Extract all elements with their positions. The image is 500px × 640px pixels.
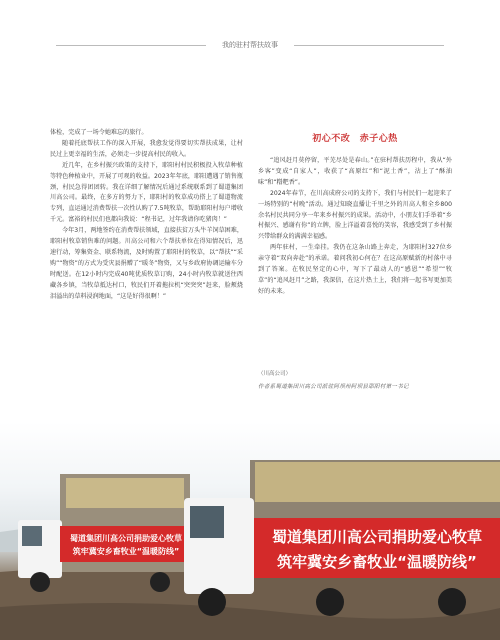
paragraph: 近几年，在乡村振兴政策的支持下，耶阳村村民积极投入牧草种植等特色种植业中，开展了可观的收益。2023年年底，耶阳遭遇了销售瓶颈，村民急得团团转。我在详细了解情况后通过系统联系到了蜀道集团川高公司。最终，在多方的努力下，耶阳村的牧草成功搭上了蜀道物流专列，直运通过消费帮扶一次性认购了7.5吨牧草，帮助耶阳村每户增收千元。富裕的村民们也都向我说：“程书记，过年我请你吃猪肉！” bbox=[50, 161, 243, 224]
hay-bales bbox=[255, 462, 500, 502]
paragraph: 体检，完成了一场令她难忘的旅行。 bbox=[50, 129, 148, 136]
header-rule-left bbox=[56, 45, 206, 46]
paragraph: “追风赶月莫停留，平芜尽处是春山。”在驻村帮扶历程中，我从“外乡客”变成“自家人”，收获了“高原红”和“泥土香”，沾上了“酥油味”和“糌粑香”。 bbox=[258, 157, 452, 186]
author-note: 作者系蜀道集团川高公司派驻阿坝州阿坝县耶阳村第一书记 bbox=[258, 384, 409, 390]
wheel bbox=[438, 588, 466, 616]
source-note: （川高公司） bbox=[258, 371, 292, 377]
truck-window bbox=[190, 506, 224, 538]
small-banner bbox=[60, 526, 192, 562]
paragraph: 两年驻村，一生牵挂。我仍在这条山路上奔走，为耶阳村327位乡亲守着“双向奔赴”的承诺。着问我初心何在？在这高原赋新的村落中寻到了答案。在牧民坚定的心中，写下了最动人的“感恩”“希望”“牧草”的“追风赶月”之路，我深信，在这片热土上，我们将一起书写更加美好的未来。 bbox=[258, 244, 452, 295]
hay-bales bbox=[66, 478, 184, 508]
paragraph: 2024年春节，在川高成府公司的支持下，我们与村民们一起迎来了一场特别的“村晚”活动。通过知晓直播让千里之外的川高人和全乡800余名村民共同分享一年来乡村振兴的成果。活动中，小朋友们手举着“乡村振兴、感谢有你”的立牌，脸上洋溢着喜悦的笑容，我感受到了乡村振兴带给群众的满满幸福感。 bbox=[258, 189, 452, 241]
wheel bbox=[150, 572, 170, 592]
paragraph: 随着托底帮扶工作的深入开展，我愈发觉得要切实帮扶成果，让村民过上更幸福的生活，必须走一步提高村民的收入。 bbox=[50, 139, 243, 158]
wheel bbox=[316, 588, 344, 616]
small-banner-line2: 筑牢冀安乡畜牧业“温暖防线” bbox=[72, 547, 180, 556]
banner-line2: 筑牢冀安乡畜牧业“温暖防线” bbox=[277, 553, 477, 571]
page-header bbox=[0, 38, 500, 52]
right-column bbox=[258, 156, 452, 298]
header-title: 我的驻村帮扶故事 bbox=[222, 41, 278, 49]
wheel bbox=[30, 572, 50, 592]
left-column bbox=[50, 128, 243, 303]
wheel bbox=[198, 588, 226, 616]
small-banner-line1: 蜀道集团川高公司捐助爱心牧草 bbox=[70, 534, 182, 543]
banner-line1: 蜀道集团川高公司捐助爱心牧草 bbox=[271, 528, 483, 546]
section-heading: 初心不改 赤子心热 bbox=[312, 134, 398, 144]
truck-window bbox=[22, 526, 42, 546]
paragraph: 今年3月，两地签约在消费帮扶领域，直接扶贫万头牛羊饲草困难，耶阳村牧草销售难的问题。川高公司和六个帮扶单位在得知情况后，迅速行动，筹集资金、联系物流，及时购置了耶阳村的牧草，以“帮扶”“采购”“物资”的方式为受灾县捐赠了“暖冬”物资，又与乡政府协调运输车分时配送。在12小时内完成40吨优质牧草订购，24小时内牧草就送往西藏各乡镇，当牧草抵达村口，牧民们开着拖拉机“突突突”赶来，脸颊烧泪溢出的草料浸润地面，“这是好得很啊！” bbox=[50, 227, 243, 300]
header-rule-right bbox=[294, 45, 444, 46]
trucks-photo bbox=[0, 422, 500, 640]
